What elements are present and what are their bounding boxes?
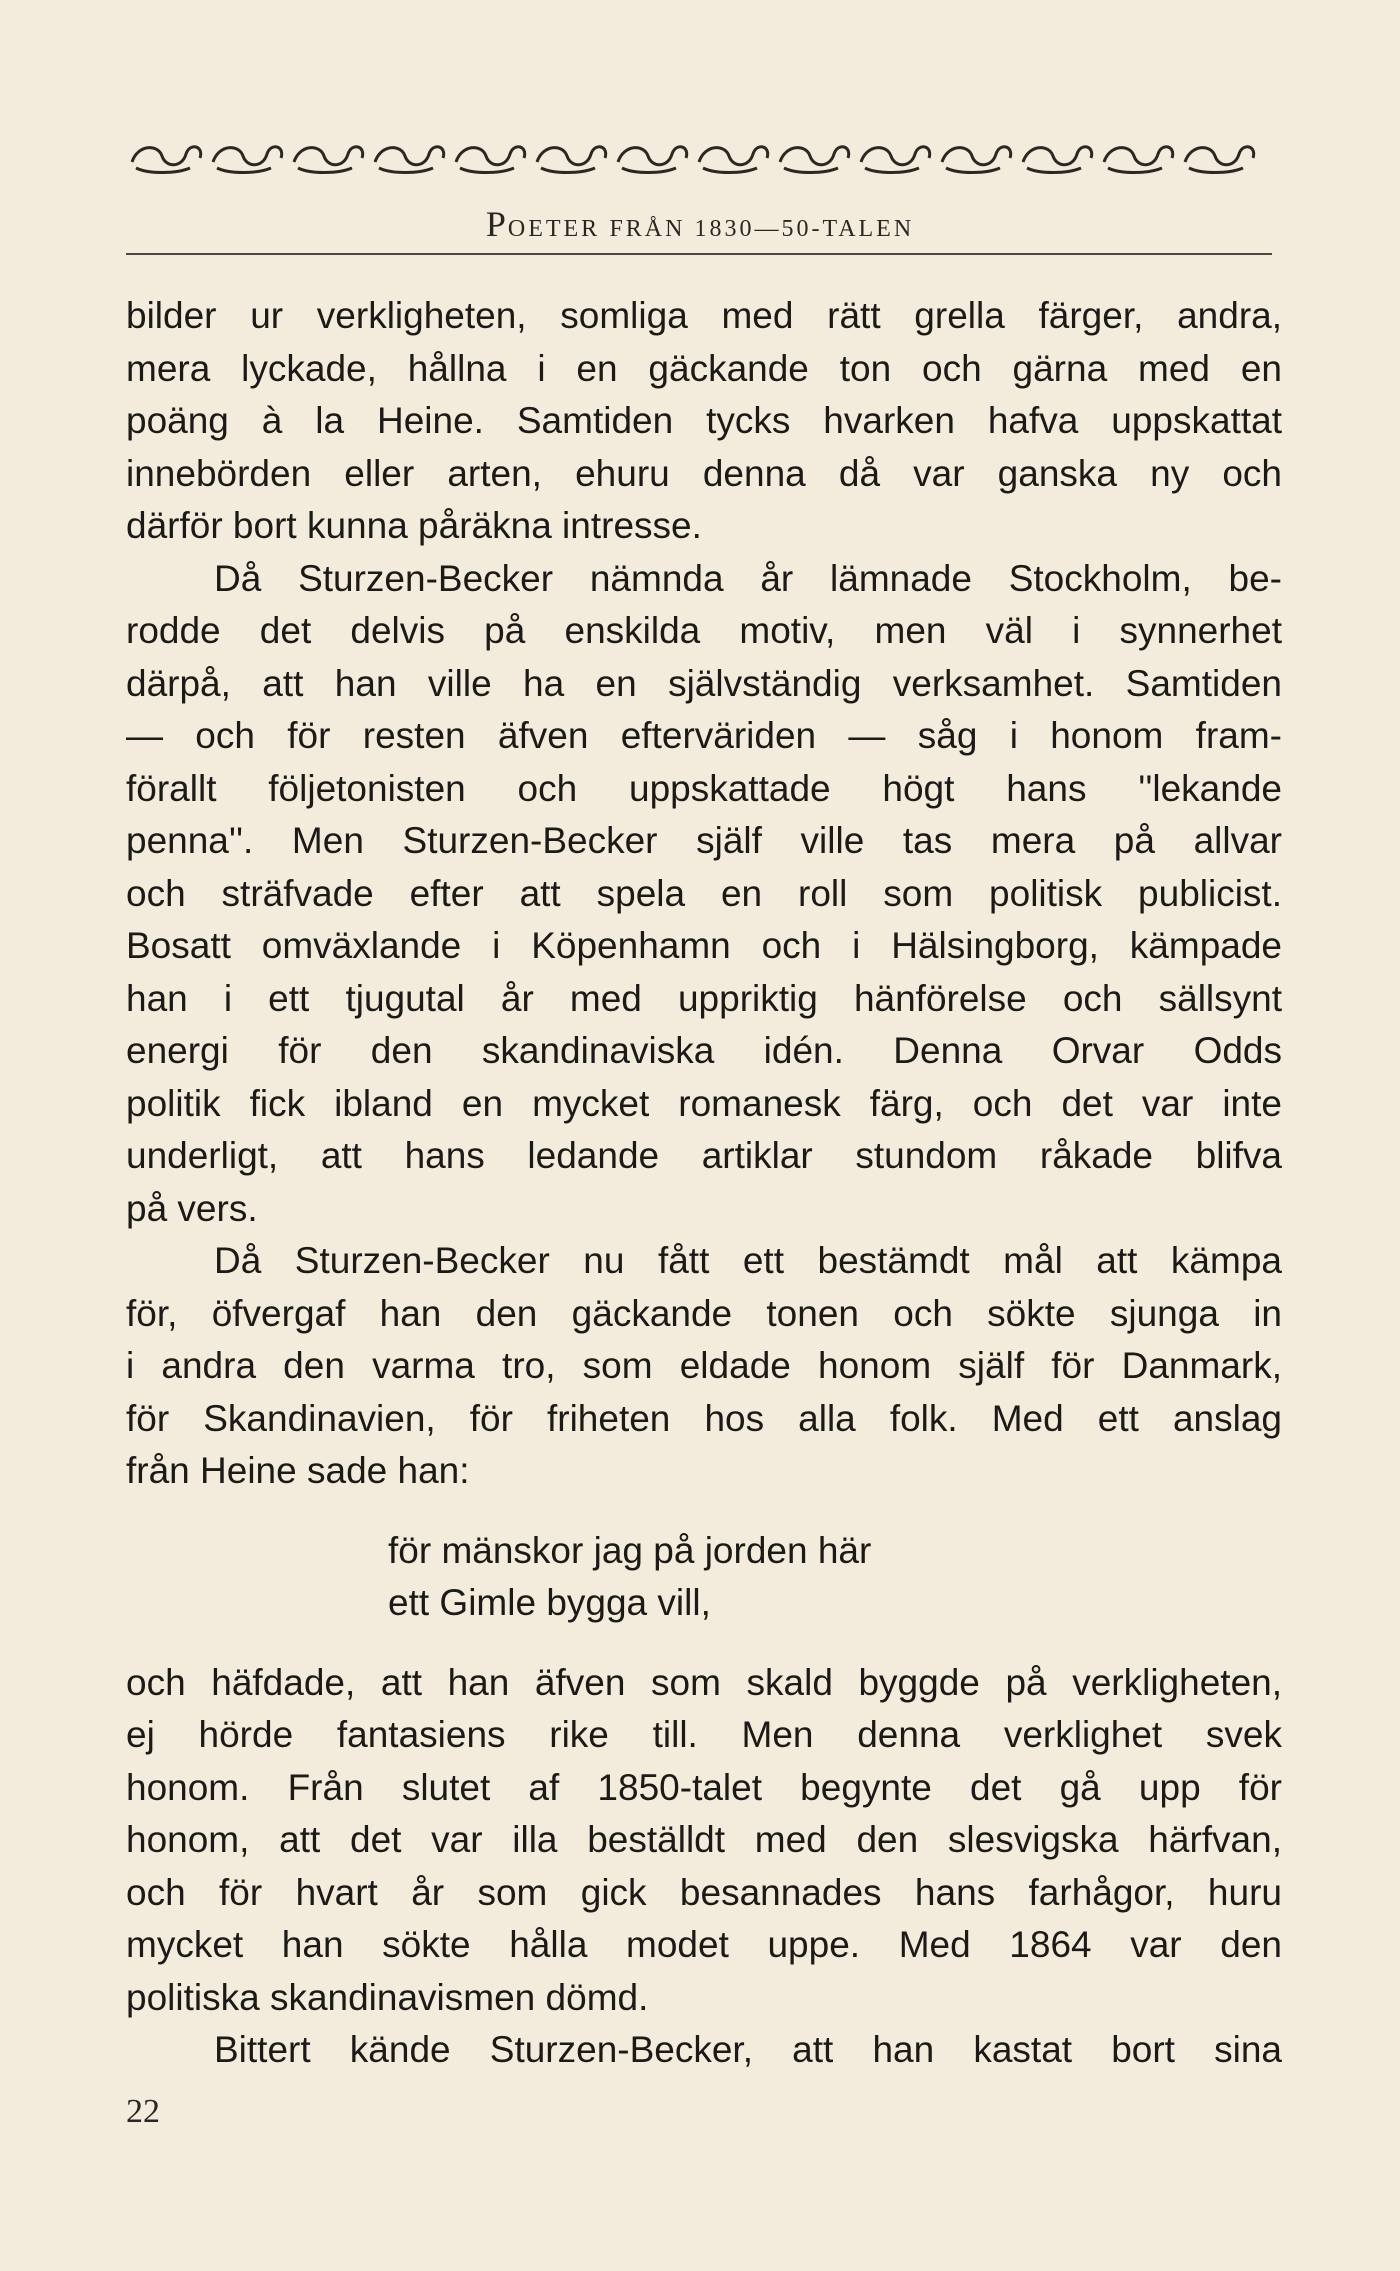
text-line: bilder ur verkligheten, somliga med rätt grella färger, andra, <box>126 295 1282 336</box>
text-line: mera lyckade, hållna i en gäckande ton och gärna med en <box>126 347 1282 389</box>
running-head-word: OETER <box>507 216 601 242</box>
body-text <box>126 290 1282 2077</box>
text-line: politiska skandinavismen dömd. <box>126 1976 649 2018</box>
text-line: därför bort kunna påräkna intresse. <box>126 505 702 546</box>
text-line: energi för den skandinaviska idén. Denna Orvar Odds <box>126 1030 1282 1071</box>
decorative-scroll-border-icon <box>128 138 1268 178</box>
text-line: och sträfvade efter att spela en roll som politisk publicist. <box>126 872 1282 914</box>
running-head-subtitle: FRÅN 1830—50-TALEN <box>609 216 915 242</box>
verse-quote <box>126 1525 1282 1630</box>
text-line: från Heine sade han: <box>126 1450 470 1491</box>
paragraph-4 <box>126 1657 1282 2025</box>
verse-line: för mänskor jag på jorden här <box>388 1529 872 1571</box>
running-head <box>0 203 1400 245</box>
header-rule <box>126 253 1272 255</box>
text-line: för, öfvergaf han den gäckande tonen och sökte sjunga in <box>126 1292 1282 1334</box>
text-line: honom. Från slutet af 1850-talet begynte det gå upp för <box>126 1766 1282 1808</box>
text-line: Bittert kände Sturzen-Becker, att han kastat bort sina <box>214 2029 1282 2070</box>
text-line: honom, att det var illa beställdt med den slesvigska härfvan, <box>126 1819 1282 1860</box>
paragraph-5 <box>126 2024 1282 2077</box>
text-line: Bosatt omväxlande i Köpenhamn och i Hälsingborg, kämpade <box>126 925 1282 966</box>
text-line: och för hvart år som gick besannades hans farhågor, huru <box>126 1871 1282 1913</box>
text-line: — och för resten äfven efterväriden — såg i honom fram- <box>126 715 1282 756</box>
text-line: ej hörde fantasiens rike till. Men denna verklighet svek <box>126 1714 1282 1755</box>
text-line: därpå, att han ville ha en självständig verksamhet. Samtiden <box>126 662 1282 704</box>
text-line: Då Sturzen-Becker nu fått ett bestämdt mål att kämpa <box>214 1240 1282 1281</box>
running-head-initial: P <box>485 204 508 244</box>
paragraph-2 <box>126 553 1282 1236</box>
text-line: förallt följetonisten och uppskattade högt hans ''lekande <box>126 767 1282 809</box>
text-line: på vers. <box>126 1187 258 1229</box>
text-line: innebörden eller arten, ehuru denna då var ganska ny och <box>126 452 1282 494</box>
text-line: i andra den varma tro, som eldade honom själf för Danmark, <box>126 1345 1282 1386</box>
text-line: underligt, att hans ledande artiklar stundom råkade blifva <box>126 1135 1282 1176</box>
verse-line: ett Gimle bygga vill, <box>388 1582 711 1623</box>
text-line: poäng à la Heine. Samtiden tycks hvarken hafva uppskattat <box>126 400 1282 441</box>
text-line: penna''. Men Sturzen-Becker själf ville tas mera på allvar <box>126 820 1282 861</box>
text-line: politik fick ibland en mycket romanesk färg, och det var inte <box>126 1082 1282 1124</box>
text-line: han i ett tjugutal år med uppriktig hänförelse och sällsynt <box>126 977 1282 1019</box>
text-line: för Skandinavien, för friheten hos alla folk. Med ett anslag <box>126 1397 1282 1439</box>
paragraph-1 <box>126 290 1282 553</box>
text-line: rodde det delvis på enskilda motiv, men väl i synnerhet <box>126 610 1282 651</box>
paragraph-3 <box>126 1235 1282 1498</box>
text-line: och häfdade, att han äfven som skald byggde på verkligheten, <box>126 1661 1282 1703</box>
page-number: 22 <box>126 2093 160 2130</box>
text-line: Då Sturzen-Becker nämnda år lämnade Stockholm, be- <box>214 557 1282 599</box>
text-line: mycket han sökte hålla modet uppe. Med 1864 var den <box>126 1924 1282 1965</box>
